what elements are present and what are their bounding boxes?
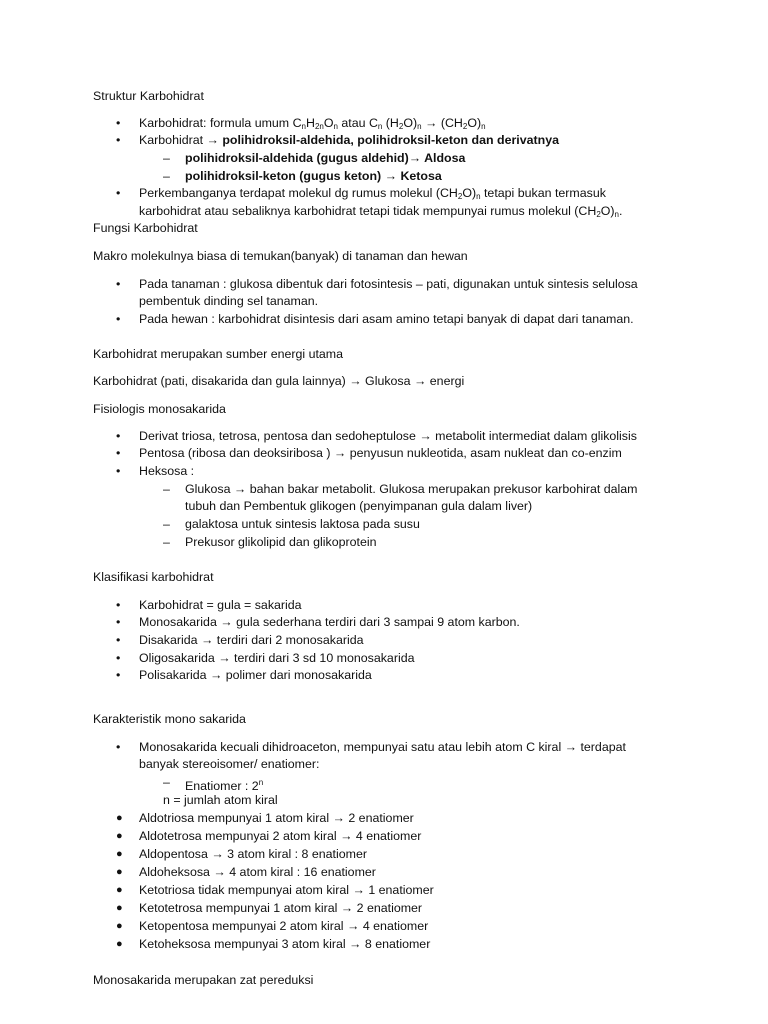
zat-pereduksi-line: Monosakarida merupakan zat pereduksi	[93, 973, 314, 987]
dot-marker: ●	[116, 920, 123, 932]
hewan-line: Pada hewan : karbohidrat disintesis dari asam amino tetapi banyak di dapat dari tanaman.	[139, 312, 634, 326]
bullet-marker: •	[116, 116, 121, 130]
perkembangan-line-2: karbohidrat atau sebaliknya karbohidrat tetapi tidak mempunyai rumus molekul $(CH_2O)_n$.	[139, 204, 623, 219]
dot-marker: ●	[116, 902, 123, 914]
list-item: Polisakarida → polimer dari monosakarida	[139, 668, 372, 682]
ketosa-line: polihidroksil-keton (gugus keton) → Ketosa	[185, 169, 442, 183]
bullet-marker: •	[116, 312, 121, 326]
bullet-marker: •	[116, 429, 121, 443]
list-item: Aldopentosa → 3 atom kiral : 8 enatiomer	[139, 847, 367, 861]
dash-marker: –	[163, 775, 170, 789]
list-item: Aldotetrosa mempunyai 2 atom kiral → 4 enatiomer	[139, 829, 422, 843]
karbohidrat-definition: Karbohidrat → polihidroksil-aldehida, polihidroksil-keton dan derivatnya	[139, 133, 560, 147]
derivat-line: Derivat triosa, tetrosa, pentosa dan sedoheptulose → metabolit intermediat dalam glikolisis	[139, 429, 637, 443]
bullet-marker: •	[116, 651, 121, 665]
monosakarida-line-2: banyak stereoisomer/ enatiomer:	[139, 757, 320, 771]
heading-klasifikasi: Klasifikasi karbohidrat	[93, 570, 214, 584]
list-item: Monosakarida → gula sederhana terdiri dari 3 sampai 9 atom karbon.	[139, 615, 520, 629]
list-item: Aldotriosa mempunyai 1 atom kiral → 2 enatiomer	[139, 811, 414, 825]
list-item: Oligosakarida → terdiri dari 3 sd 10 monosakarida	[139, 651, 415, 665]
sumber-energi-line: Karbohidrat merupakan sumber energi utama	[93, 347, 344, 361]
bullet-marker: •	[116, 446, 121, 460]
list-item: Karbohidrat = gula = sakarida	[139, 598, 302, 612]
bullet-marker: •	[116, 668, 121, 682]
perkembangan-line-1: Perkembanganya terdapat molekul dg rumus molekul $(CH_2O)_n$ tetapi bukan termasuk	[139, 186, 606, 201]
galaktosa-line: galaktosa untuk sintesis laktosa pada susu	[185, 517, 420, 531]
heading-karakteristik: Karakteristik mono sakarida	[93, 712, 246, 726]
list-item: Aldoheksosa → 4 atom kiral : 16 enatiomer	[139, 865, 376, 879]
dash-marker: –	[163, 482, 170, 496]
dash-marker: –	[163, 151, 170, 165]
bullet-marker: •	[116, 598, 121, 612]
dot-marker: ●	[116, 938, 123, 950]
bullet-marker: •	[116, 615, 121, 629]
list-item: Ketotriosa tidak mempunyai atom kiral → 1 enatiomer	[139, 883, 434, 897]
list-item: Ketoheksosa mempunyai 3 atom kiral → 8 enatiomer	[139, 937, 431, 951]
tanaman-line-2: pembentuk dinding sel tanaman.	[139, 294, 319, 308]
heading-struktur-karbohidrat: Struktur Karbohidrat	[93, 89, 204, 103]
pentosa-line: Pentosa (ribosa dan deoksiribosa ) → penyusun nukleotida, asam nukleat dan co-enzim	[139, 446, 622, 460]
list-item: Ketopentosa mempunyai 2 atom kiral → 4 enatiomer	[139, 919, 429, 933]
dot-marker: ●	[116, 830, 123, 842]
dash-marker: –	[163, 517, 170, 531]
bullet-marker: •	[116, 464, 121, 478]
bullet-marker: •	[116, 633, 121, 647]
prekusor-line: Prekusor glikolipid dan glikoprotein	[185, 535, 377, 549]
formula-line: Karbohidrat: formula umum $C_nH_{2n}O_n$ atau $C_n$ $(H_2O)_n \to (CH_2O)_n$	[139, 116, 486, 131]
dot-marker: ●	[116, 812, 123, 824]
tanaman-line-1: Pada tanaman : glukosa dibentuk dari fotosintesis – pati, digunakan untuk sintesis selulosa	[139, 277, 638, 291]
bullet-marker: •	[116, 277, 121, 291]
list-item: Ketotetrosa mempunyai 1 atom kiral → 2 enatiomer	[139, 901, 423, 915]
heading-fisiologis: Fisiologis monosakarida	[93, 402, 226, 416]
glukosa-line-2: tubuh dan Pembentuk glikogen (penyimpanan gula dalam liver)	[185, 499, 533, 513]
atom-kiral-definition: n = jumlah atom kiral	[163, 793, 278, 807]
bullet-marker: •	[116, 740, 121, 754]
dot-marker: ●	[116, 866, 123, 878]
fungsi-intro: Makro molekulnya biasa di temukan(banyak) di tanaman dan hewan	[93, 249, 468, 263]
dot-marker: ●	[116, 848, 123, 860]
heading-fungsi-karbohidrat: Fungsi Karbohidrat	[93, 221, 198, 235]
list-item: Disakarida → terdiri dari 2 monosakarida	[139, 633, 364, 647]
enatiomer-formula: Enatiomer : 2$^n$	[185, 778, 264, 793]
dot-marker: ●	[116, 884, 123, 896]
dash-marker: –	[163, 169, 170, 183]
bullet-marker: •	[116, 133, 121, 147]
bullet-marker: •	[116, 186, 121, 200]
dash-marker: –	[163, 535, 170, 549]
glukosa-energi-line: Karbohidrat (pati, disakarida dan gula lainnya) → Glukosa → energi	[93, 374, 465, 388]
heksosa-line: Heksosa :	[139, 464, 195, 478]
aldosa-line: polihidroksil-aldehida (gugus aldehid)→ Aldosa	[185, 151, 466, 165]
glukosa-line-1: Glukosa → bahan bakar metabolit. Glukosa merupakan prekusor karbohirat dalam	[185, 482, 638, 496]
monosakarida-line-1: Monosakarida kecuali dihidroaceton, mempunyai satu atau lebih atom C kiral → terdapat	[139, 740, 626, 754]
